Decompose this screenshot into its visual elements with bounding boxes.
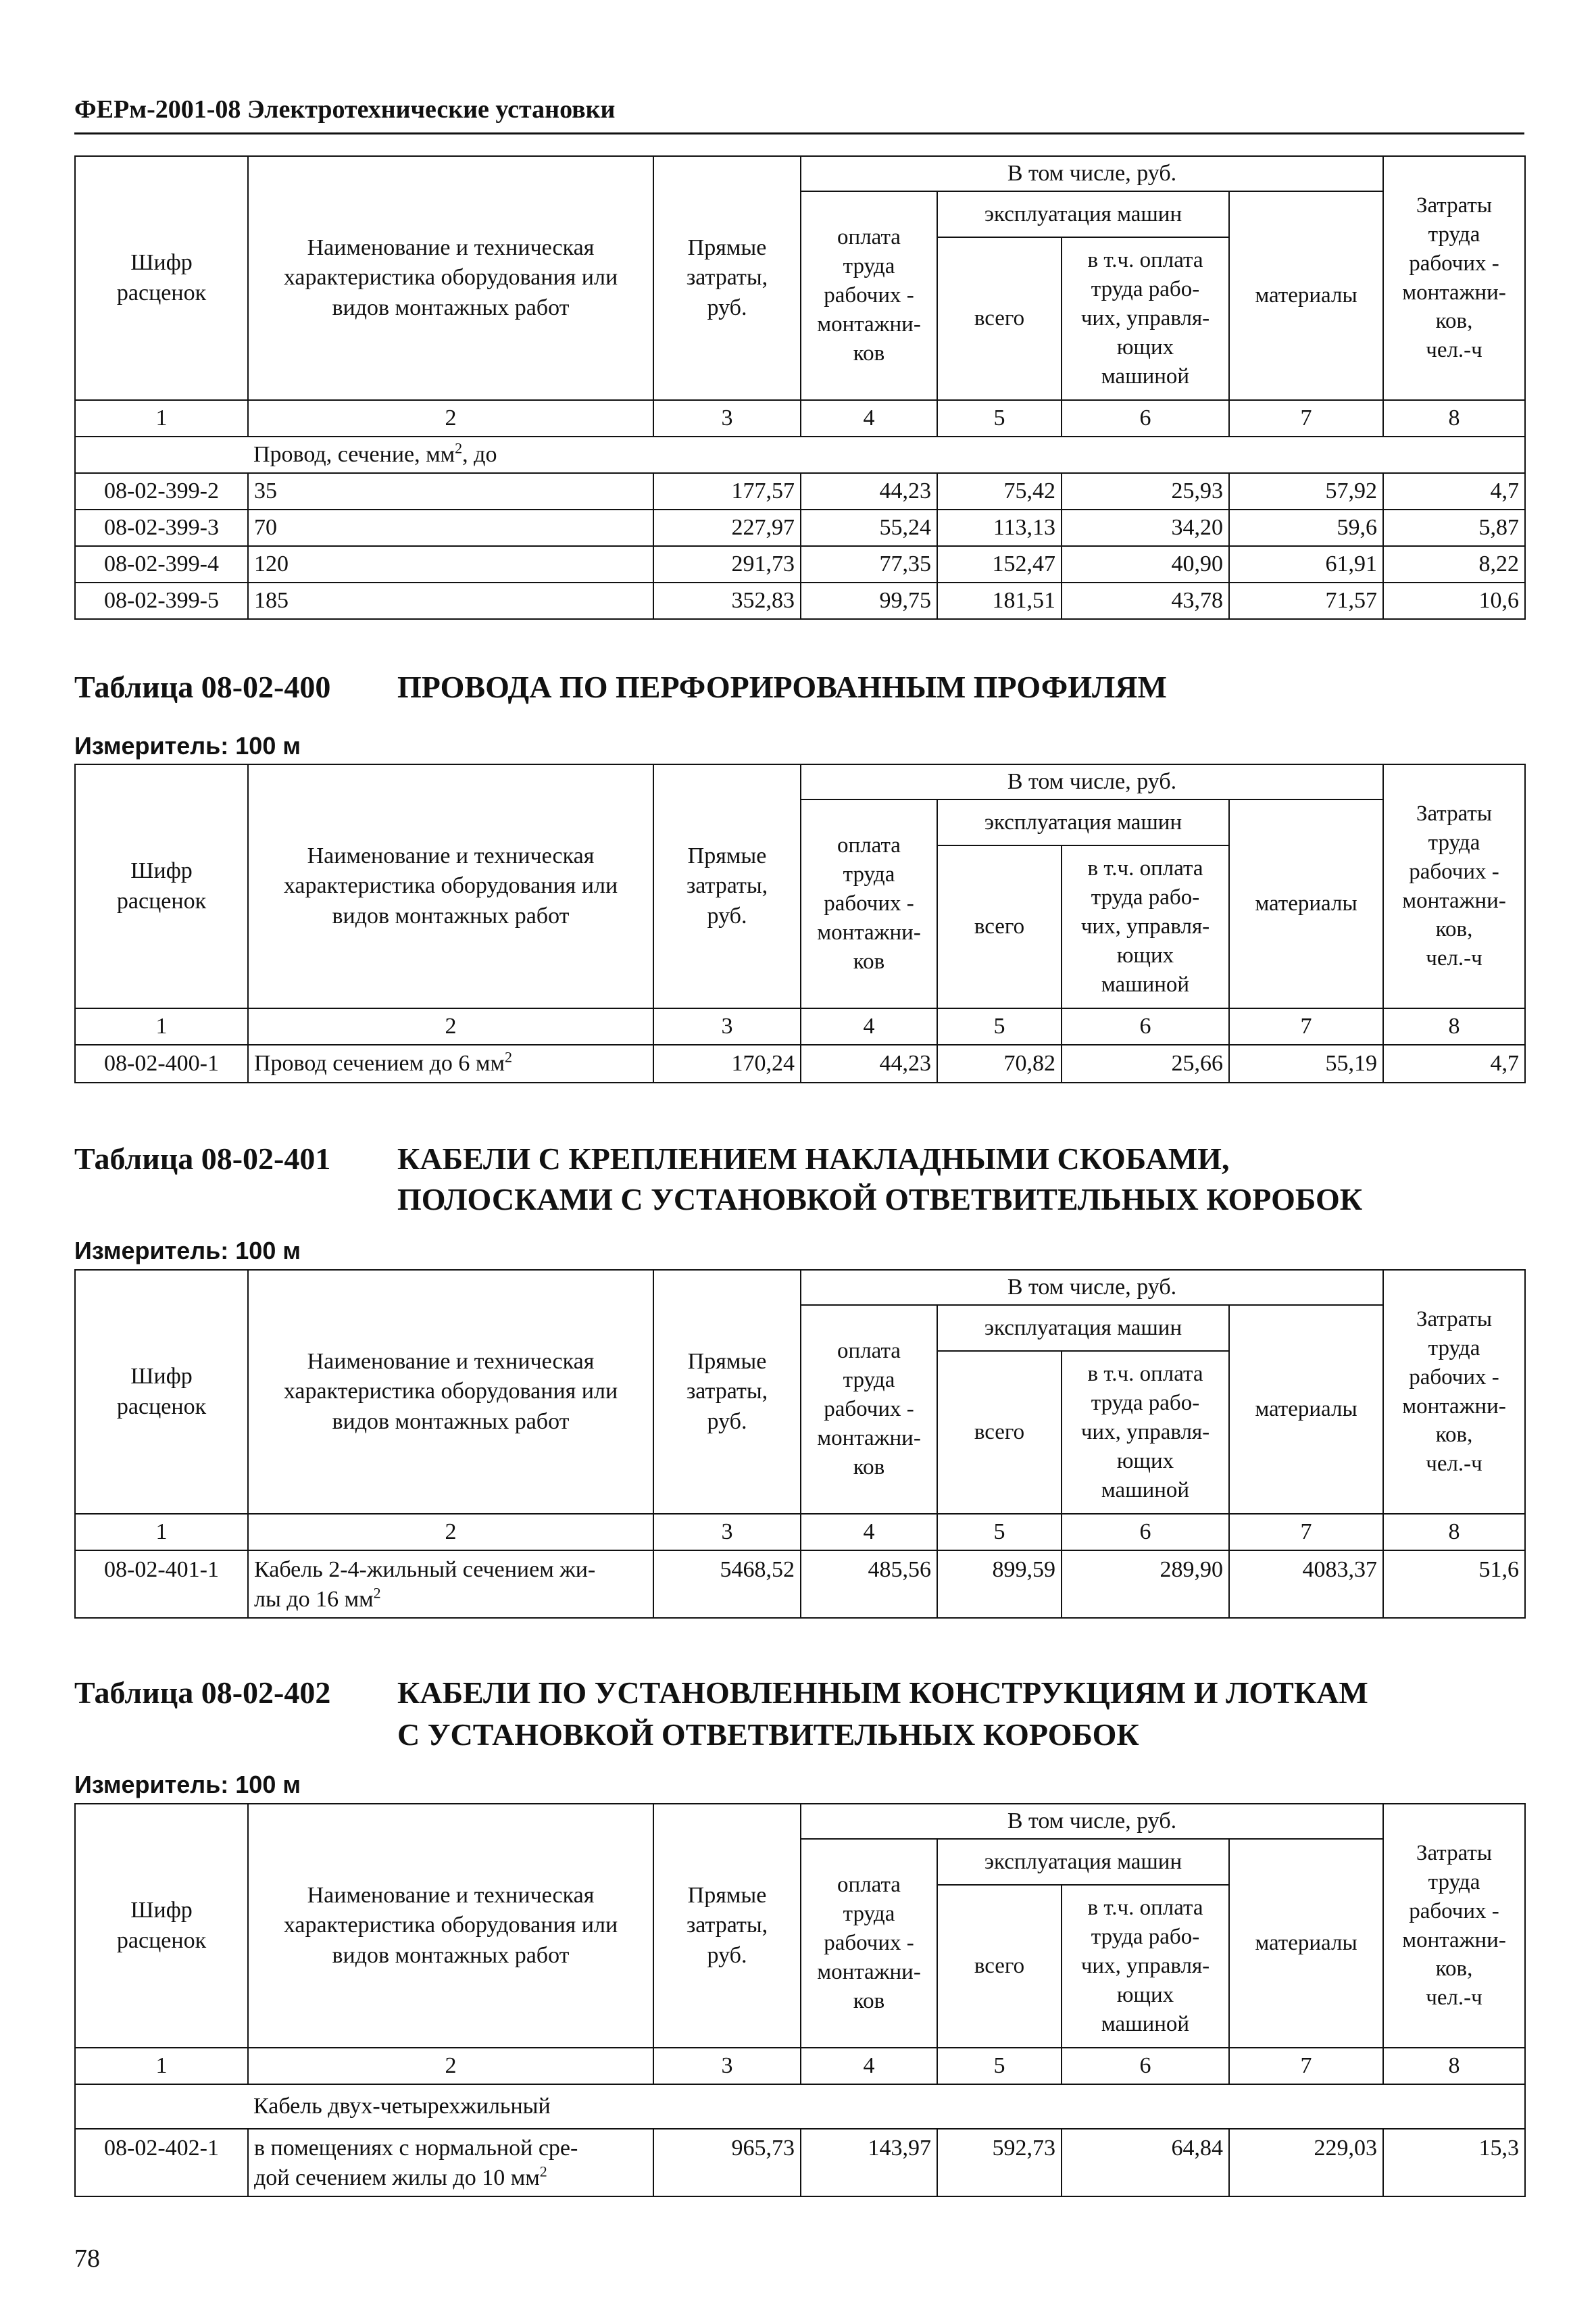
table-400	[74, 764, 1526, 1083]
header-labor-pay: оплата труда рабочих - монтажни- ков	[801, 1839, 937, 2048]
header-direct: Прямые затраты, руб.	[653, 156, 801, 400]
table-399	[74, 155, 1526, 620]
header-including: В том числе, руб.	[801, 764, 1383, 799]
header-including: В том числе, руб.	[801, 1270, 1383, 1305]
header-code: Шифр расценок	[75, 1270, 248, 1514]
header-labor-pay: оплата труда рабочих - монтажни- ков	[801, 799, 937, 1008]
header-materials: материалы	[1229, 191, 1383, 400]
column-number-row: 1 2 3 4 5 6 7 8	[75, 1008, 1525, 1045]
header-labor-cost: Затраты труда рабочих - монтажни- ков, чел.-ч	[1383, 156, 1525, 400]
group-label: Кабель двух-четырехжильный	[248, 2084, 1525, 2129]
table-row: 08-02-402-1 в помещениях с нормальной сре- дой сечением жилы до 10 $мм^2$ 965,73 143,97 592,73 64,84 229,03 15,3	[75, 2129, 1525, 2196]
header-direct: Прямые затраты, руб.	[653, 1804, 801, 2048]
running-header: ФЕРм-2001-08 Электротехнические установки	[74, 95, 616, 124]
header-machines-operators: в т.ч. оплата труда рабо- чих, управля- ющих машиной	[1062, 237, 1229, 400]
table-401-title-line1: КАБЕЛИ С КРЕПЛЕНИЕМ НАКЛАДНЫМИ СКОБАМИ,	[397, 1141, 1230, 1176]
header-machines: эксплуатация машин	[937, 1305, 1229, 1351]
group-label: Провод, сечение, $мм^2$, до	[248, 437, 1525, 473]
table-402-heading	[74, 1675, 1368, 1710]
header-name: Наименование и техническая характеристика оборудования или видов монтажных работ	[248, 156, 653, 400]
table-400-title: ПРОВОДА ПО ПЕРФОРИРОВАННЫМ ПРОФИЛЯМ	[397, 670, 1167, 704]
table-402-title-line2: С УСТАНОВКОЙ ОТВЕТВИТЕЛЬНЫХ КОРОБОК	[397, 1717, 1139, 1752]
header-machines: эксплуатация машин	[937, 191, 1229, 237]
table-row: 08-02-399-5 185 352,83 99,75 181,51 43,78 71,57 10,6	[75, 583, 1525, 619]
column-number-row: 1 2 3 4 5 6 7 8	[75, 400, 1525, 437]
column-number-row: 1 2 3 4 5 6 7 8	[75, 1514, 1525, 1550]
group-row	[75, 437, 1525, 473]
header-machines: эксплуатация машин	[937, 799, 1229, 845]
header-materials: материалы	[1229, 799, 1383, 1008]
header-labor-cost: Затраты труда рабочих - монтажни- ков, чел.-ч	[1383, 1804, 1525, 2048]
header-machines-total: всего	[937, 1885, 1062, 2048]
header-code: Шифр расценок	[75, 156, 248, 400]
header-name: Наименование и техническая характеристика оборудования или видов монтажных работ	[248, 1270, 653, 1514]
header-labor-cost: Затраты труда рабочих - монтажни- ков, чел.-ч	[1383, 1270, 1525, 1514]
header-name: Наименование и техническая характеристика оборудования или видов монтажных работ	[248, 1804, 653, 2048]
header-rule	[74, 132, 1524, 134]
header-code: Шифр расценок	[75, 1804, 248, 2048]
header-machines-total: всего	[937, 1351, 1062, 1514]
header-labor-cost: Затраты труда рабочих - монтажни- ков, чел.-ч	[1383, 764, 1525, 1008]
table-row: 08-02-399-2 35 177,57 44,23 75,42 25,93 57,92 4,7	[75, 473, 1525, 510]
group-row	[75, 2084, 1525, 2129]
table-402	[74, 1803, 1526, 2197]
header-machines-operators: в т.ч. оплата труда рабо- чих, управля- ющих машиной	[1062, 845, 1229, 1008]
table-402-number: Таблица 08-02-402	[74, 1675, 331, 1710]
table-row: 08-02-399-3 70 227,97 55,24 113,13 34,20 59,6 5,87	[75, 510, 1525, 546]
header-including: В том числе, руб.	[801, 1804, 1383, 1839]
table-400-number: Таблица 08-02-400	[74, 670, 331, 704]
header-labor-pay: оплата труда рабочих - монтажни- ков	[801, 1305, 937, 1514]
table-402-title-line1: КАБЕЛИ ПО УСТАНОВЛЕННЫМ КОНСТРУКЦИЯМ И ЛОТКАМ	[397, 1675, 1368, 1710]
table-402-measure: Измеритель: 100 м	[74, 1771, 301, 1798]
header-machines-total: всего	[937, 845, 1062, 1008]
table-401-measure: Измеритель: 100 м	[74, 1237, 301, 1264]
page-number: 78	[74, 2244, 100, 2273]
table-row: 08-02-401-1 Кабель 2-4-жильный сечением жи- лы до 16 $мм^2$ 5468,52 485,56 899,59 289,90 4083,37 51,6	[75, 1550, 1525, 1618]
table-row: 08-02-399-4 120 291,73 77,35 152,47 40,90 61,91 8,22	[75, 546, 1525, 583]
header-materials: материалы	[1229, 1839, 1383, 2048]
header-machines-operators: в т.ч. оплата труда рабо- чих, управля- ющих машиной	[1062, 1351, 1229, 1514]
header-materials: материалы	[1229, 1305, 1383, 1514]
table-400-heading	[74, 669, 1167, 705]
table-row: 08-02-400-1 Провод сечением до 6 $мм^2$ 170,24 44,23 70,82 25,66 55,19 4,7	[75, 1045, 1525, 1083]
table-401-title-line2: ПОЛОСКАМИ С УСТАНОВКОЙ ОТВЕТВИТЕЛЬНЫХ КОРОБОК	[397, 1182, 1363, 1216]
column-number-row: 1 2 3 4 5 6 7 8	[75, 2048, 1525, 2084]
header-direct: Прямые затраты, руб.	[653, 1270, 801, 1514]
header-code: Шифр расценок	[75, 764, 248, 1008]
header-machines: эксплуатация машин	[937, 1839, 1229, 1885]
table-401-number: Таблица 08-02-401	[74, 1141, 331, 1176]
header-name: Наименование и техническая характеристика оборудования или видов монтажных работ	[248, 764, 653, 1008]
header-including: В том числе, руб.	[801, 156, 1383, 191]
table-400-measure: Измеритель: 100 м	[74, 732, 301, 760]
header-machines-total: всего	[937, 237, 1062, 400]
header-direct: Прямые затраты, руб.	[653, 764, 801, 1008]
table-401	[74, 1269, 1526, 1619]
table-401-heading	[74, 1141, 1229, 1177]
header-labor-pay: оплата труда рабочих - монтажни- ков	[801, 191, 937, 400]
header-machines-operators: в т.ч. оплата труда рабо- чих, управля- ющих машиной	[1062, 1885, 1229, 2048]
